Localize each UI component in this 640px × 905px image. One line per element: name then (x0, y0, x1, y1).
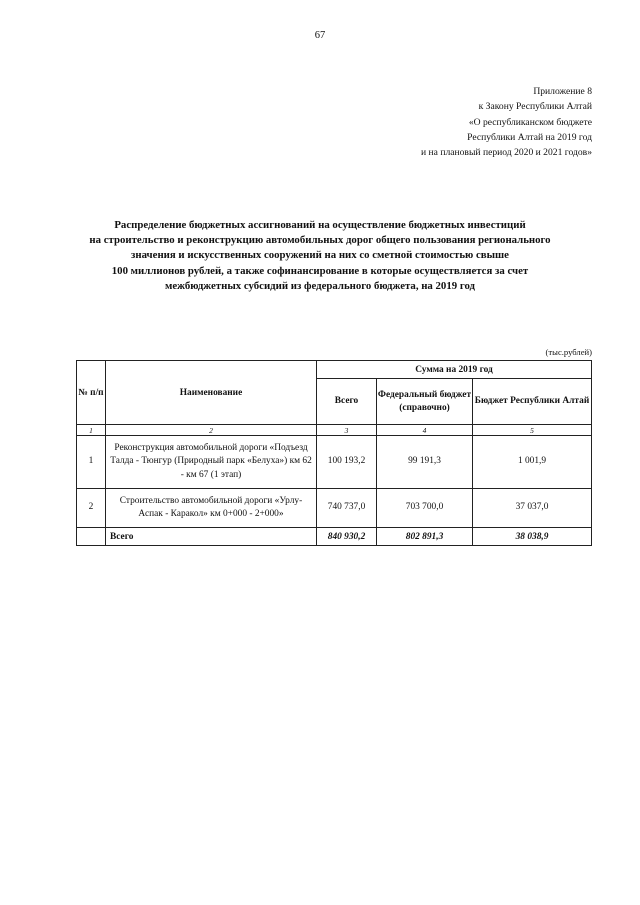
page-number: 67 (314, 30, 326, 41)
title-line: 100 миллионов рублей, а также софинансирование в которые осуществляется за счет (111, 264, 529, 277)
appendix-line: и на плановый период 2020 и 2021 годов» (421, 147, 592, 159)
row-name: Реконструкция автомобильной дороги «Подъезд Талда - Тюнгур (Природный парк «Белуха») км 62 - км 67 (1 этап) (106, 436, 317, 489)
title-line: Распределение бюджетных ассигнований на осуществление бюджетных инвестиций (114, 219, 526, 231)
appendix-reference (421, 84, 592, 160)
header-name: Наименование (106, 361, 317, 425)
row-num: 1 (77, 436, 106, 489)
total-row (77, 528, 592, 546)
column-number: 5 (473, 425, 592, 436)
table-row (77, 489, 592, 528)
column-number: 2 (106, 425, 317, 436)
total-federal: 802 891,3 (377, 528, 473, 546)
column-number: 3 (317, 425, 377, 436)
header-total: Всего (317, 379, 377, 425)
appendix-line: «О республиканском бюджете (468, 116, 592, 128)
appendix-line: к Закону Республики Алтай (478, 101, 592, 113)
row-total: 740 737,0 (317, 489, 377, 528)
row-regional: 37 037,0 (473, 489, 592, 528)
row-federal: 703 700,0 (377, 489, 473, 528)
title-line: на строительство и реконструкцию автомобильных дорог общего пользования регионального (89, 234, 551, 247)
total-label: Всего (106, 528, 317, 546)
title-line: межбюджетных субсидий из федерального бюджета, на 2019 год (164, 279, 476, 292)
total-regional: 38 038,9 (473, 528, 592, 546)
units-label: (тыс.рублей) (545, 347, 592, 357)
header-federal: Федеральный бюджет (справочно) (377, 379, 473, 425)
row-num: 2 (77, 489, 106, 528)
row-total: 100 193,2 (317, 436, 377, 489)
appendix-line: Приложение 8 (533, 86, 592, 97)
appendix-line: Республики Алтай на 2019 год (467, 131, 592, 143)
table-header-row (77, 361, 592, 379)
column-number: 4 (377, 425, 473, 436)
row-federal: 99 191,3 (377, 436, 473, 489)
total-sum: 840 930,2 (317, 528, 377, 546)
budget-table (76, 360, 592, 546)
column-number: 1 (77, 425, 106, 436)
title-line: значения и искусственных сооружений на них со сметной стоимостью свыше (131, 249, 509, 262)
column-numbers-row (77, 425, 592, 436)
row-regional: 1 001,9 (473, 436, 592, 489)
header-num: № п/п (77, 361, 106, 425)
document-title (40, 218, 600, 294)
header-regional: Бюджет Республики Алтай (473, 379, 592, 425)
header-sum-group: Сумма на 2019 год (317, 361, 592, 379)
table-row (77, 436, 592, 489)
row-name: Строительство автомобильной дороги «Урлу-Аспак - Каракол» км 0+000 - 2+000» (106, 489, 317, 528)
total-num-empty (77, 528, 106, 546)
